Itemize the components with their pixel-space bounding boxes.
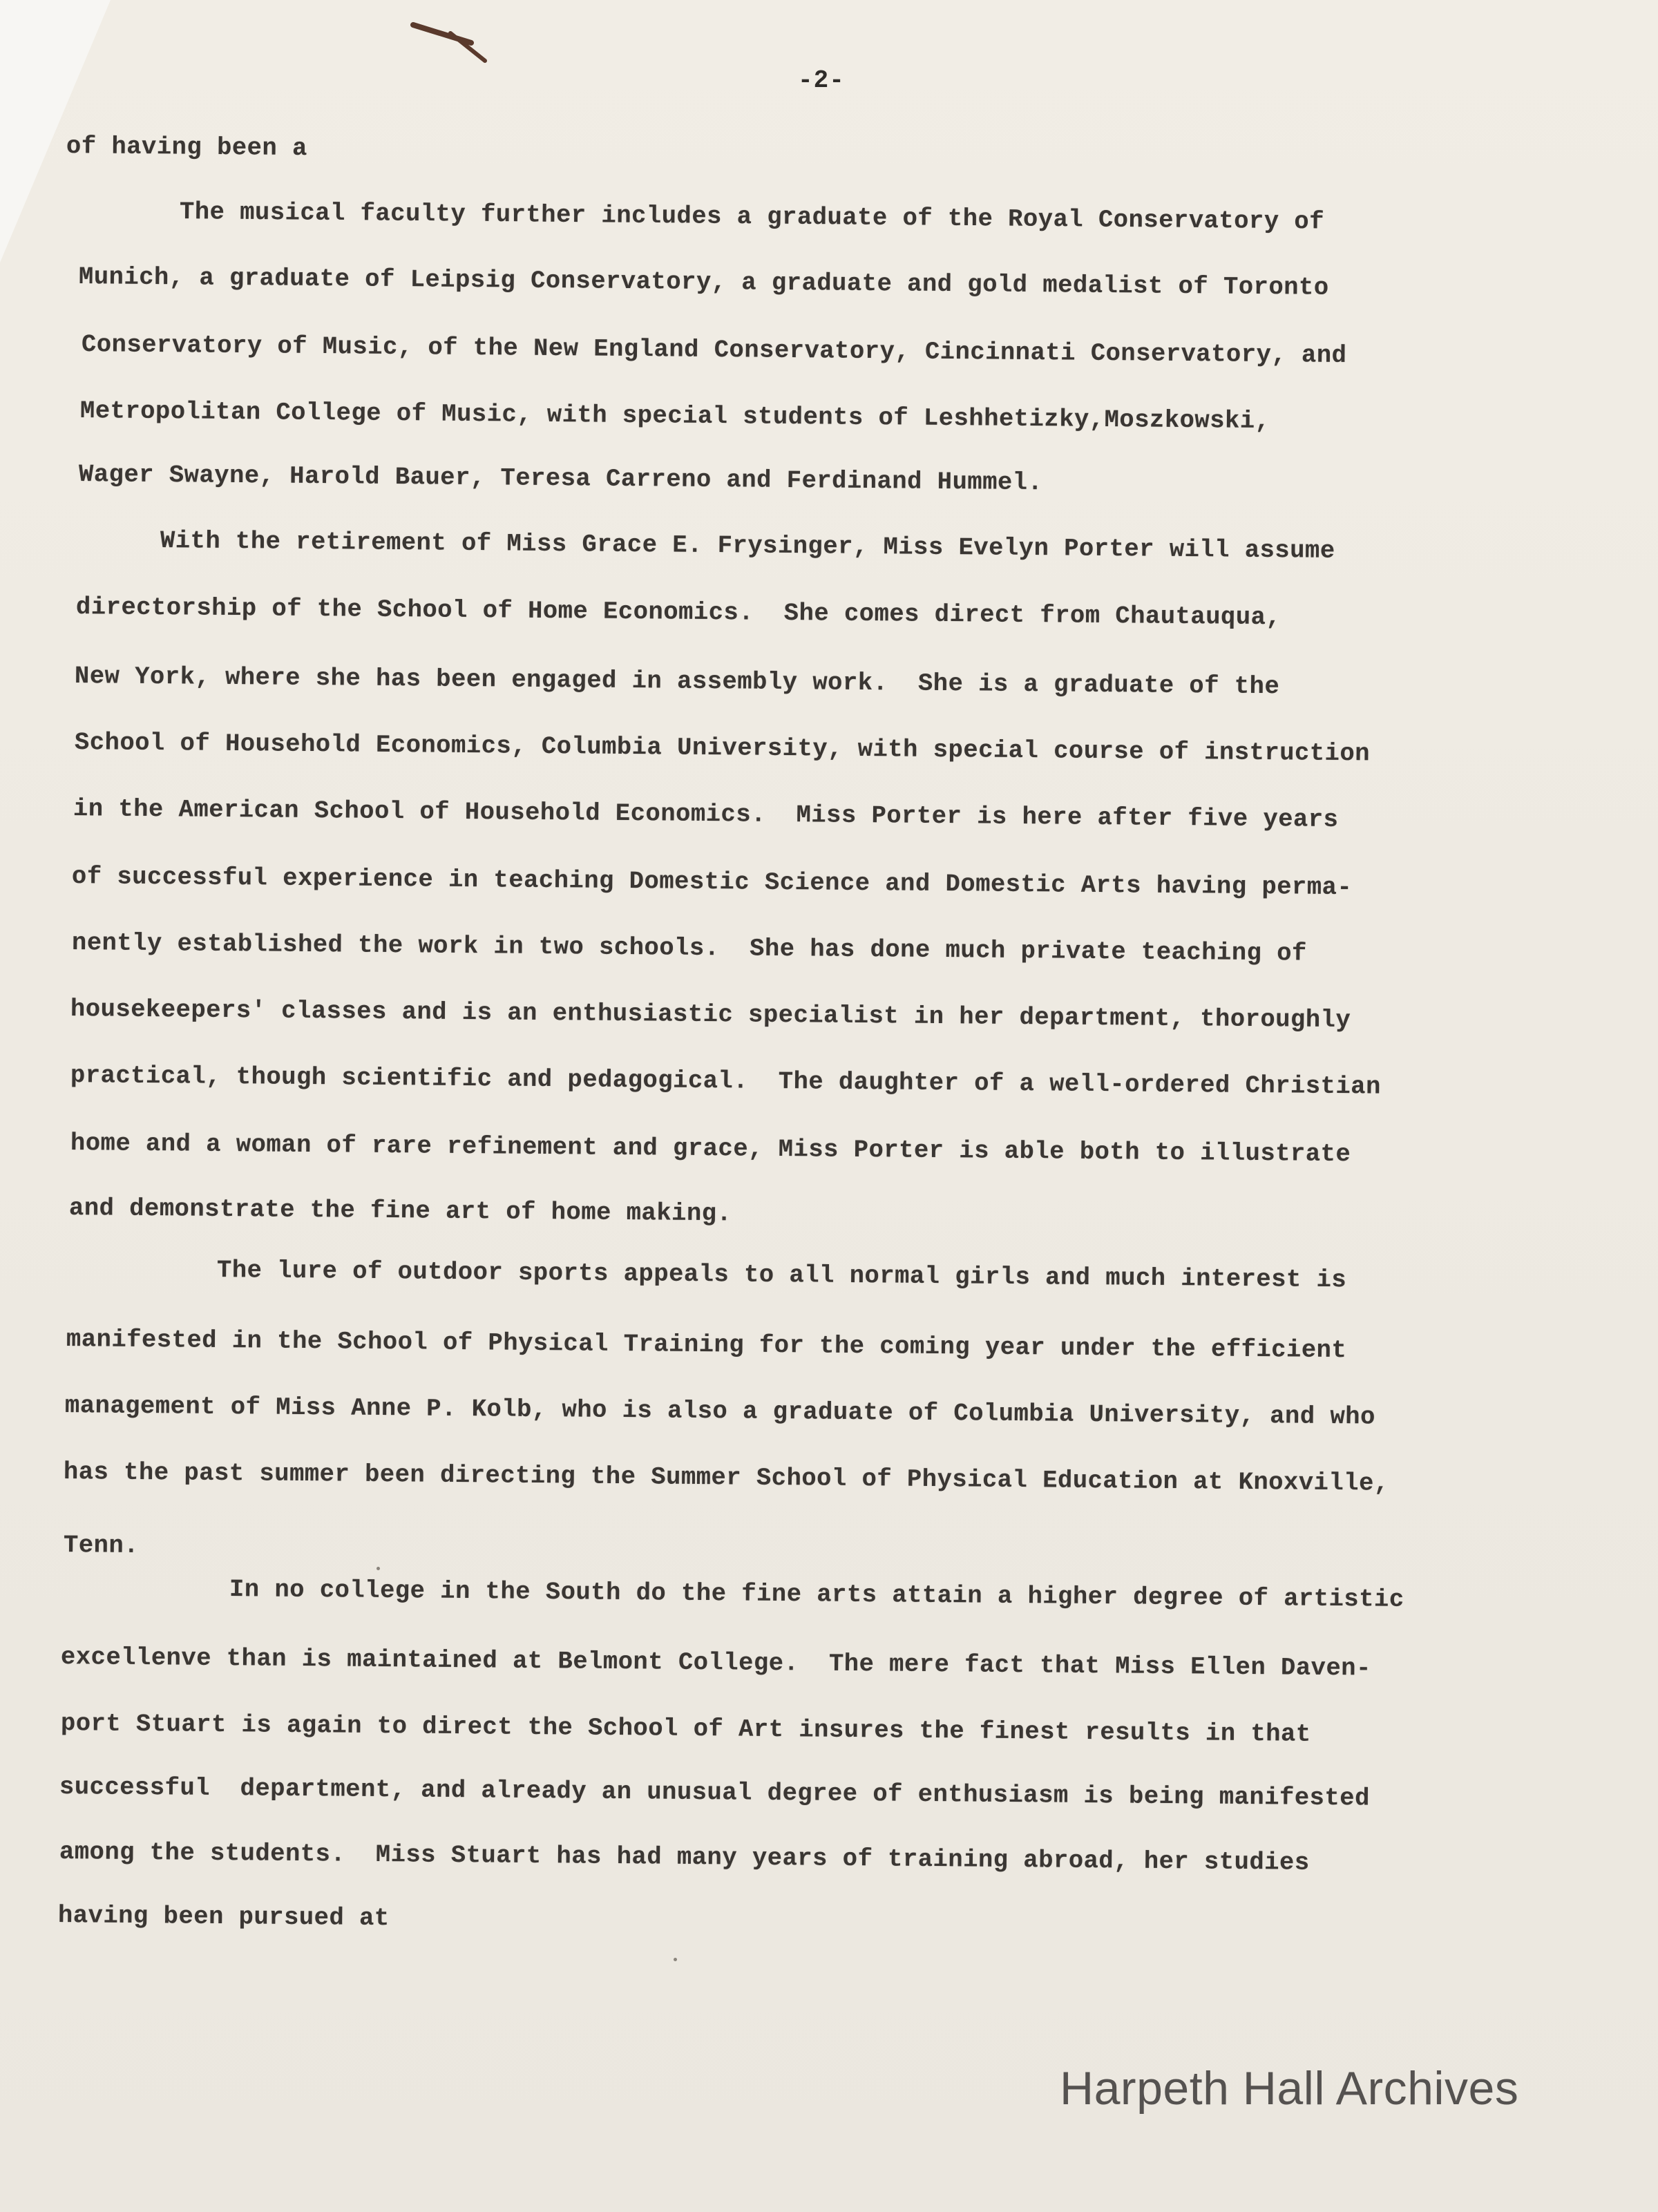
typed-line: excellenve than is maintained at Belmont College. The mere fact that Miss Ellen Daven- [60,1643,1372,1683]
typed-line: The musical faculty further includes a graduate of the Royal Conservatory of [179,198,1325,236]
typed-line: and demonstrate the fine art of home making. [68,1194,732,1228]
typed-line: Tenn. [63,1531,140,1560]
typed-line: Metropolitan College of Music, with special students of Leshhetizky,Moszkowski, [79,397,1270,436]
typed-line: Munich, a graduate of Leipsig Conservatory, a graduate and gold medalist of Toronto [78,263,1329,302]
pencil-mark-icon [408,15,504,70]
typed-line: port Stuart is again to direct the School of Art insures the finest results in that [60,1709,1311,1748]
typed-line: New York, where she has been engaged in assembly work. She is a graduate of the [74,662,1280,701]
typed-line: has the past summer been directing the Summer School of Physical Education at Knoxville, [63,1458,1389,1498]
typed-line: Conservatory of Music, of the New England Conservatory, Cincinnati Conservatory, and [81,330,1347,370]
typed-line: With the retirement of Miss Grace E. Frysinger, Miss Evelyn Porter will assume [160,526,1335,565]
typed-line: School of Household Economics, Columbia University, with special course of instruction [74,728,1371,768]
typed-line: directorship of the School of Home Economics. She comes direct from Chautauqua, [75,593,1281,632]
typed-line: housekeepers' classes and is an enthusiastic specialist in her department, thoroughly [70,995,1351,1035]
typed-line: of successful experience in teaching Domestic Science and Domestic Arts having perma- [71,862,1353,902]
typed-line: in the American School of Household Economics. Miss Porter is here after five years [73,794,1339,834]
paper-speck [674,1958,677,1961]
typed-line: Wager Swayne, Harold Bauer, Teresa Carreno and Ferdinand Hummel. [78,460,1043,497]
typed-line: having been pursued at [57,1901,390,1933]
typed-line: practical, though scientific and pedagogical. The daughter of a well-ordered Christian [70,1061,1382,1101]
typed-line: among the students. Miss Stuart has had many years of training abroad, her studies [59,1838,1310,1877]
page-corner [0,0,111,263]
typed-line: management of Miss Anne P. Kolb, who is also a graduate of Columbia University, and who [64,1391,1376,1431]
paper-speck [377,1567,380,1570]
typed-line: In no college in the South do the fine arts attain a higher degree of artistic [229,1575,1404,1614]
typed-line: manifested in the School of Physical Training for the coming year under the efficient [66,1325,1347,1365]
typed-line: successful department, and already an unusual degree of enthusiasm is being manifested [59,1773,1371,1813]
page-number: -2- [798,66,845,95]
typed-line: The lure of outdoor sports appeals to all normal girls and much interest is [216,1256,1347,1295]
typed-line: of having been a [66,132,308,163]
typed-line: home and a woman of rare refinement and grace, Miss Porter is able both to illustrate [70,1129,1351,1169]
typed-line: nently established the work in two schools. She has done much private teaching of [71,928,1308,968]
archive-watermark: Harpeth Hall Archives [1060,2062,1519,2115]
